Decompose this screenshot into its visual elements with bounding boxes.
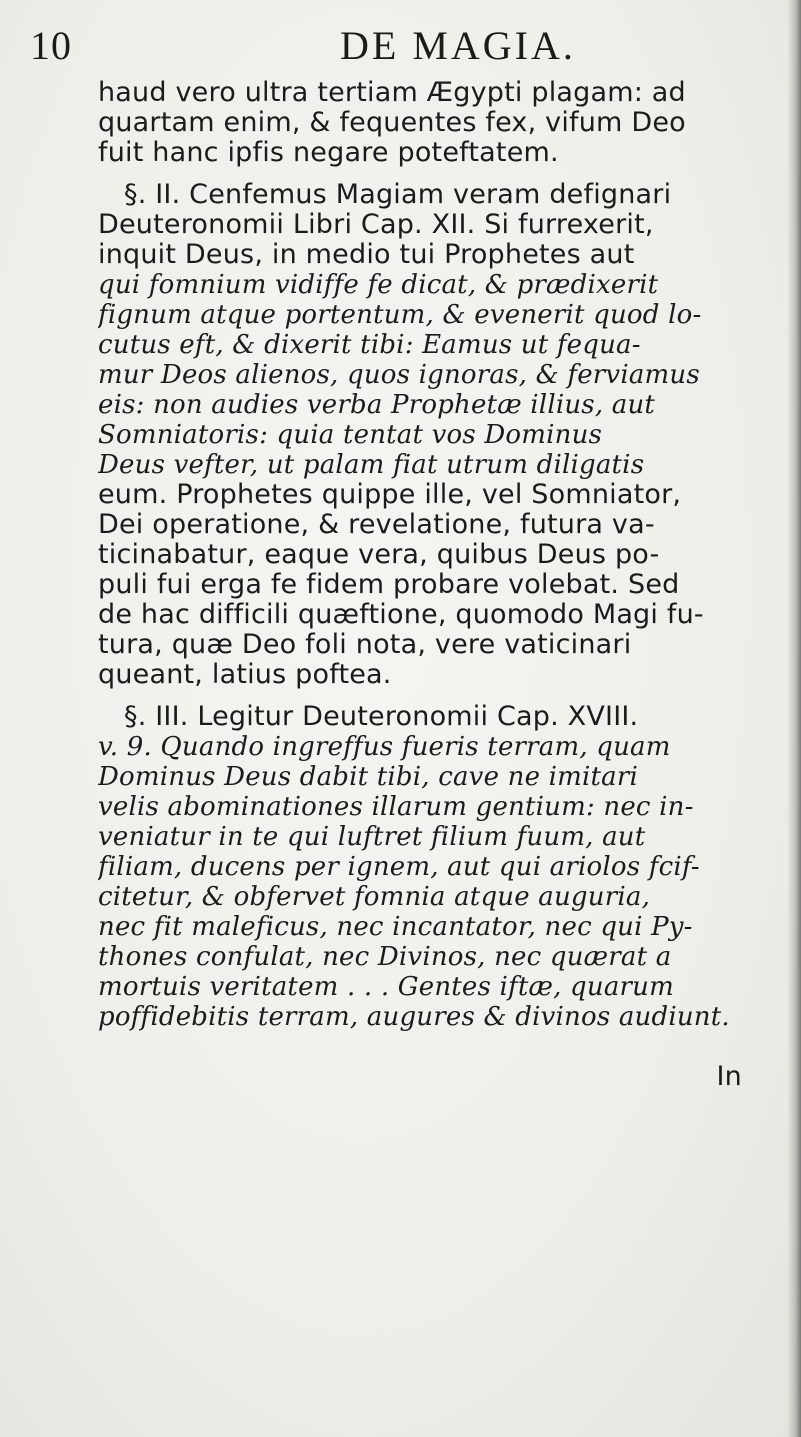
text-line: haud vero ultra tertiam Ægypti plagam: ad [98,78,686,108]
text-line: velis abominationes illarum gentium: nec in- [98,792,694,822]
text-line: Dei operatione, & revelatione, futura va- [98,510,655,540]
text-line: de hac difficili quæftione, quomodo Magi fu- [98,600,704,630]
text-line: cutus eft, & dixerit tibi: Eamus ut fequa- [98,330,641,360]
text-line: mortuis veritatem . . . Gentes iftæ, quarum [98,972,674,1002]
section-heading-line: §. II. Cenfemus Magiam veram defignari [124,180,672,210]
text-line: qui fomnium vidiffe fe dicat, & prædixerit [98,270,659,300]
running-head: DE MAGIA. [340,23,576,68]
text-line: veniatur in te qui luftret filium fuum, aut [98,822,646,852]
text-line: Somniatoris: quia tentat vos Dominus [98,420,603,450]
text-line: nec fit maleficus, nec incantator, nec qui Py- [98,912,693,942]
catchword: In [716,1062,742,1092]
text-line: citetur, & obfervet fomnia atque auguria, [98,882,651,912]
section-heading-line: §. III. Legitur Deuteronomii Cap. XVIII. [124,702,639,732]
text-line: Dominus Deus dabit tibi, cave ne imitari [98,762,638,792]
text-line: v. 9. Quando ingreffus fueris terram, quam [98,732,671,762]
text-line: poffidebitis terram, augures & divinos audiunt. [98,1002,730,1032]
text-line: eis: non audies verba Prophetæ illius, aut [98,390,656,420]
page-number: 10 [30,23,72,68]
text-line: fignum atque portentum, & evenerit quod lo- [98,300,702,330]
text-line: quartam enim, & fequentes fex, vifum Deo [98,108,686,138]
text-line: mur Deos alienos, quos ignoras, & ferviamus [98,360,700,390]
text-line: inquit Deus, in medio tui Prophetes aut [98,240,635,270]
body-text [98,78,770,1092]
text-line: fuit hanc ipfis negare poteftatem. [98,138,559,168]
text-line: ticinabatur, eaque vera, quibus Deus po- [98,540,660,570]
text-line: queant, latius poftea. [98,660,392,690]
text-line: thones confulat, nec Divinos, nec quærat a [98,942,672,972]
text-line: puli fui erga fe fidem probare volebat. Sed [98,570,680,600]
text-line: Deus vefter, ut palam fiat utrum diligatis [98,450,645,480]
text-line: eum. Prophetes quippe ille, vel Somniator, [98,480,682,510]
page-gutter-shadow [787,0,801,1437]
page-header [0,12,801,72]
text-line: tura, quæ Deo foli nota, vere vaticinari [98,630,632,660]
text-line: Deuteronomii Libri Cap. XII. Si furrexerit, [98,210,654,240]
text-line: filiam, ducens per ignem, aut qui ariolos fcif- [98,852,700,882]
